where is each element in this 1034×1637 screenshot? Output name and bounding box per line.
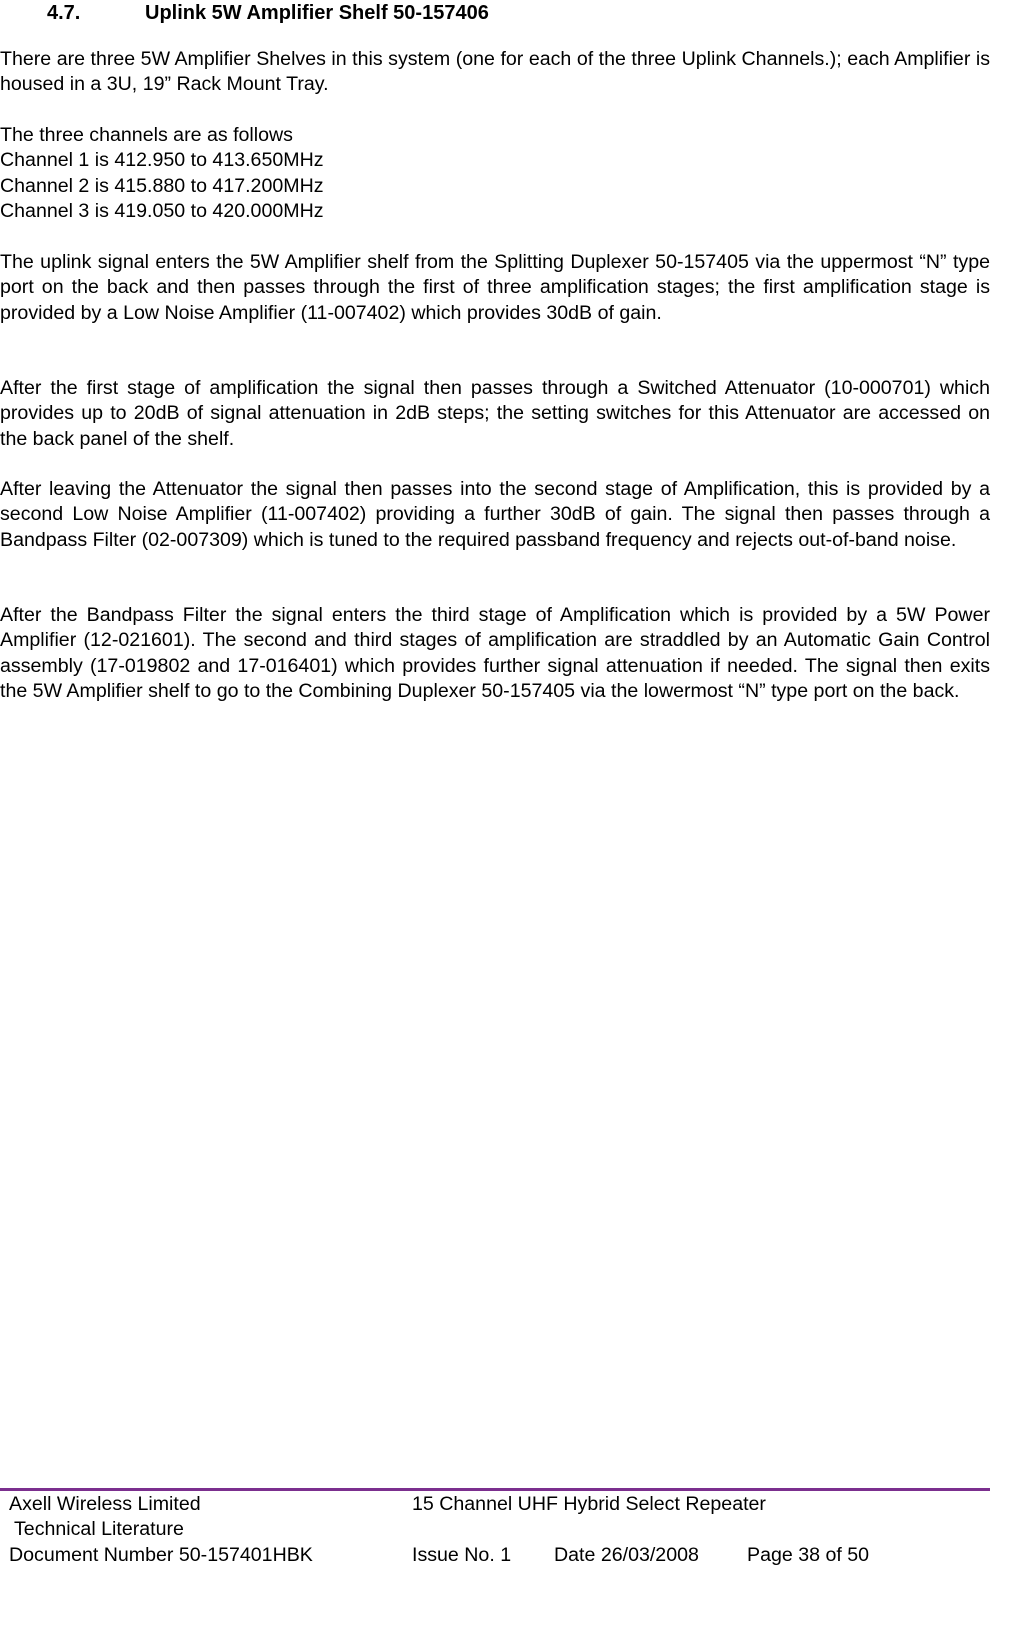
footer-literature: Technical Literature [14,1518,184,1541]
section-number: 4.7. [47,2,81,24]
document-page [0,0,990,702]
second-stage-paragraph: After leaving the Attenuator the signal then passes into the second stage of Amplification, this is provided by a second Low Noise Amplifier (11-007402) providing a further 30dB of gain. The signal then passes through a Bandpass Filter (02-007309) which is tuned to the required passband frequency and rejects out-of-band noise. [0,478,990,551]
footer-divider [0,1488,990,1491]
signal-entry-paragraph: The uplink signal enters the 5W Amplifier shelf from the Splitting Duplexer 50-157405 via the uppermost “N” type port on the back and then passes through the first of three amplification stages; the first amplification stage is provided by a Low Noise Amplifier (11-007402) which provides 30dB of gain. [0,251,990,324]
channel-3-range: Channel 3 is 419.050 to 420.000MHz [0,199,324,222]
footer-product: 15 Channel UHF Hybrid Select Repeater [412,1493,766,1515]
attenuator-paragraph: After the first stage of amplification the signal then passes through a Switched Attenuator (10-000701) which provides up to 20dB of signal attenuation in 2dB steps; the setting switches for this Attenuator are accessed on the back panel of the shelf. [0,377,990,450]
footer-document-number: Document Number 50-157401HBK [9,1543,313,1566]
third-stage-paragraph: After the Bandpass Filter the signal enters the third stage of Amplification which is provided by a 5W Power Amplifier (12-021601). The second and third stages of amplification are straddled by an Automatic Gain Control assembly (17-019802 and 17-016401) which provides further signal attenuation if needed. The signal then exits the 5W Amplifier shelf to go to the Combining Duplexer 50-157405 via the lowermost “N” type port on the back. [0,604,990,702]
section-title: Uplink 5W Amplifier Shelf 50-157406 [145,2,489,24]
channels-heading: The three channels are as follows [0,124,293,146]
channel-1-range: Channel 1 is 412.950 to 413.650MHz [0,149,324,172]
section-heading [0,0,990,25]
channel-2-range: Channel 2 is 415.880 to 417.200MHz [0,174,324,197]
footer-page-number: Page 38 of 50 [747,1543,870,1566]
footer-company: Axell Wireless Limited [9,1493,201,1515]
channels-list [0,123,990,224]
intro-paragraph: There are three 5W Amplifier Shelves in this system (one for each of the three Uplink Channels.); each Amplifier is housed in a 3U, 19” Rack Mount Tray. [0,48,990,96]
page-footer [0,1492,990,1568]
footer-date: Date 26/03/2008 [554,1543,699,1566]
footer-issue: Issue No. 1 [412,1543,512,1566]
